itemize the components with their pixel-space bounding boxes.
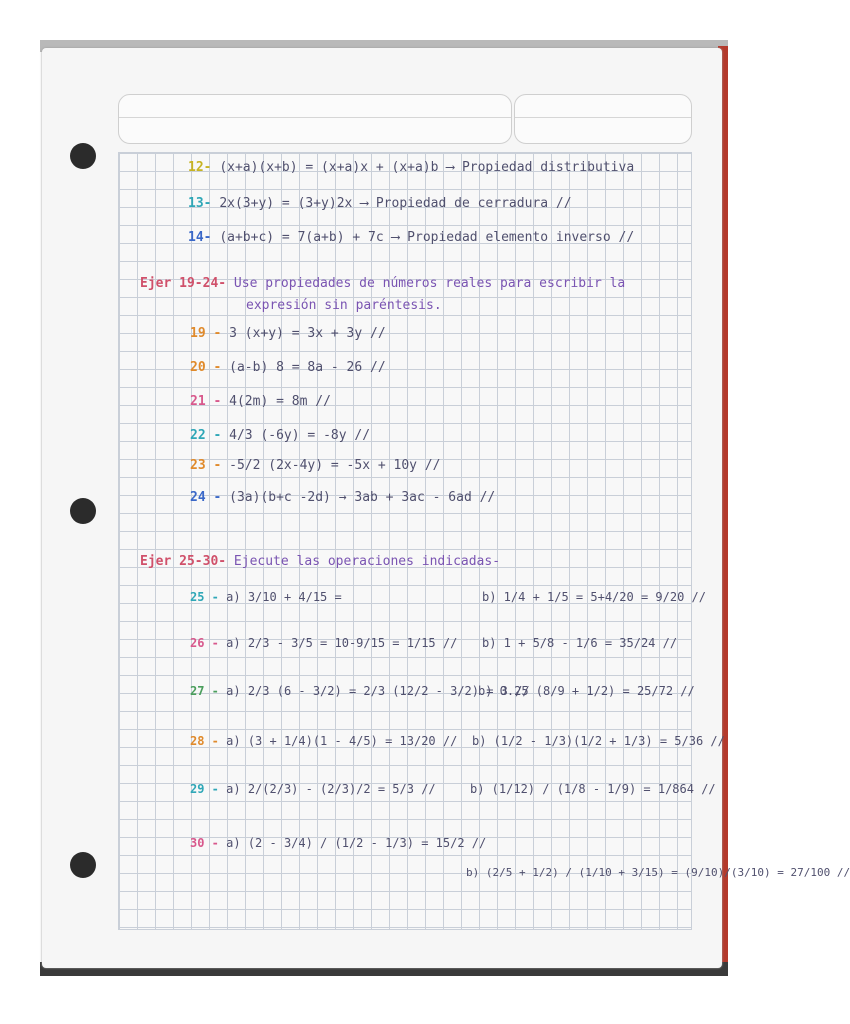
item-part-a: a) (2 - 3/4) / (1/2 - 1/3) = 15/2 // xyxy=(226,836,487,850)
header-box-left-line xyxy=(119,117,511,118)
item-27-b xyxy=(478,684,695,698)
item-number: 26 - xyxy=(190,636,219,650)
item-expression: 4/3 (-6y) xyxy=(229,428,300,443)
item-25 xyxy=(190,590,342,604)
item-result: = 3x + 3y // xyxy=(291,326,386,341)
binder-hole-bottom xyxy=(70,852,96,878)
header-box-right xyxy=(514,94,692,144)
item-part-a: a) 2/(2/3) - (2/3)/2 = 5/3 // xyxy=(226,782,436,796)
item-30 xyxy=(190,836,486,850)
item-result: = 8a - 26 // xyxy=(291,360,386,375)
item-part-b: b) 1 + 5/8 - 1/6 = 35/24 // xyxy=(482,636,678,650)
section-label: Ejer 25-30- xyxy=(140,554,227,569)
item-part-a: a) 3/10 + 4/15 = xyxy=(226,590,342,604)
item-part-b: b) 1/4 + 1/5 = 5+4/20 = 9/20 // xyxy=(482,590,706,604)
item-part-a: a) 2/3 (6 - 3/2) = 2/3 (12/2 - 3/2) = 3 // xyxy=(226,684,530,698)
section-text: expresión sin paréntesis. xyxy=(246,298,442,313)
row-number: 12- xyxy=(188,160,212,175)
row-property: Propiedad distributiva xyxy=(461,160,635,175)
section-text: Ejecute las operaciones indicadas- xyxy=(233,554,501,569)
item-number: 29 - xyxy=(190,782,219,796)
item-21 xyxy=(190,394,331,409)
item-result: = 8m // xyxy=(276,394,331,409)
section1-instructions-line2 xyxy=(246,298,442,313)
row-property: Propiedad de cerradura // xyxy=(375,196,572,211)
binder-hole-top xyxy=(70,143,96,169)
item-expression: (a-b) 8 xyxy=(229,360,284,375)
section-text: Use propiedades de números reales para escribir la xyxy=(233,276,626,291)
item-expression: 4(2m) xyxy=(229,394,269,409)
item-part-b: b) (2/5 + 1/2) / (1/10 + 3/15) = (9/10)/(3/10) = 27/100 // xyxy=(466,866,850,879)
item-28-b xyxy=(472,734,725,748)
item-expression: -5/2 (2x-4y) xyxy=(229,458,324,473)
item-number: 20 - xyxy=(190,360,222,375)
row-expression: 2x(3+y) = (3+y)2x xyxy=(219,196,353,211)
row-number: 14- xyxy=(188,230,212,245)
header-box-left xyxy=(118,94,512,144)
row-13 xyxy=(188,196,572,211)
item-22 xyxy=(190,428,370,443)
row-14 xyxy=(188,230,634,245)
arrow-icon: ⟶ xyxy=(391,230,400,245)
item-number: 27 - xyxy=(190,684,219,698)
item-number: 28 - xyxy=(190,734,219,748)
item-24 xyxy=(190,490,495,505)
item-30-b xyxy=(466,866,850,879)
row-12 xyxy=(188,160,634,175)
row-number: 13- xyxy=(188,196,212,211)
item-20 xyxy=(190,360,386,375)
item-28 xyxy=(190,734,457,748)
item-26-b xyxy=(482,636,677,650)
header-box-right-line xyxy=(515,117,691,118)
item-19 xyxy=(190,326,386,341)
item-number: 23 - xyxy=(190,458,222,473)
item-29 xyxy=(190,782,436,796)
section2-instructions xyxy=(140,554,500,569)
item-25-b xyxy=(482,590,706,604)
arrow-icon: ⟶ xyxy=(446,160,455,175)
item-result: → 3ab + 3ac - 6ad // xyxy=(338,490,496,505)
row-expression: (x+a)(x+b) = (x+a)x + (x+a)b xyxy=(219,160,439,175)
item-number: 21 - xyxy=(190,394,222,409)
item-part-a: a) 2/3 - 3/5 = 10-9/15 = 1/15 // xyxy=(226,636,458,650)
graph-paper-grid xyxy=(118,152,692,930)
item-number: 30 - xyxy=(190,836,219,850)
section-label: Ejer 19-24- xyxy=(140,276,227,291)
item-expression: 3 (x+y) xyxy=(229,326,284,341)
binder-hole-middle xyxy=(70,498,96,524)
section1-instructions xyxy=(140,276,625,291)
item-number: 24 - xyxy=(190,490,222,505)
item-number: 22 - xyxy=(190,428,222,443)
item-result: = -8y // xyxy=(307,428,371,443)
item-29-b xyxy=(470,782,716,796)
item-part-b: b) (1/2 - 1/3)(1/2 + 1/3) = 5/36 // xyxy=(472,734,725,748)
item-number: 19 - xyxy=(190,326,222,341)
item-result: = -5x + 10y // xyxy=(330,458,441,473)
item-part-b: b) (1/12) / (1/8 - 1/9) = 1/864 // xyxy=(470,782,716,796)
item-23 xyxy=(190,458,440,473)
row-expression: (a+b+c) = 7(a+b) + 7c xyxy=(219,230,384,245)
item-number: 25 - xyxy=(190,590,219,604)
row-property: Propiedad elemento inverso // xyxy=(407,230,635,245)
item-part-a: a) (3 + 1/4)(1 - 4/5) = 13/20 // xyxy=(226,734,458,748)
item-part-b: b) 0.25 (8/9 + 1/2) = 25/72 // xyxy=(478,684,695,698)
item-expression: (3a)(b+c -2d) xyxy=(229,490,331,505)
arrow-icon: ⟶ xyxy=(360,196,369,211)
item-26 xyxy=(190,636,457,650)
